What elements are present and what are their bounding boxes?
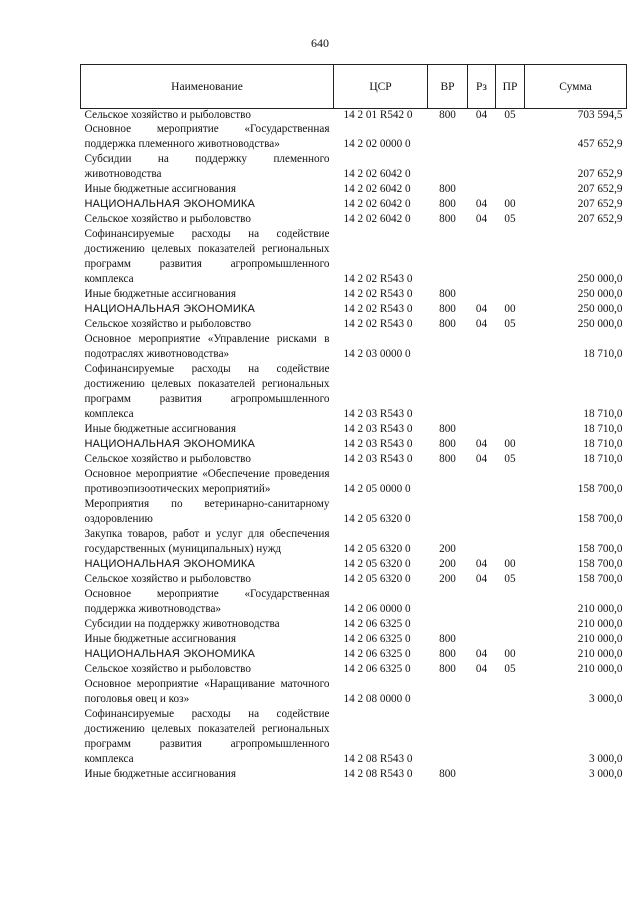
row-name: Сельское хозяйство и рыболовство [84, 318, 251, 330]
row-pr [496, 467, 525, 497]
row-rz [468, 467, 496, 497]
row-csr: 14 2 03 R543 0 [343, 423, 413, 435]
row-csr: 14 2 06 6325 0 [343, 648, 411, 660]
row-sum: 158 700,0 [577, 513, 623, 525]
row-pr [496, 362, 525, 422]
row-rz [468, 332, 496, 362]
table-row [81, 437, 627, 452]
row-sum: 18 710,0 [583, 423, 623, 435]
row-rz [468, 422, 496, 437]
row-name: НАЦИОНАЛЬНАЯ ЭКОНОМИКА [84, 303, 256, 315]
row-sum: 250 000,0 [577, 303, 623, 315]
table-row [81, 182, 627, 197]
row-vr [428, 332, 468, 362]
row-rz: 04 [475, 438, 488, 450]
table-row [81, 677, 627, 707]
table-row [81, 227, 627, 287]
row-name: Софинансируемые расходы на содействие достижению целевых показателей региональных программ развития агропромышленного комплекса [84, 708, 330, 765]
table-row [81, 362, 627, 422]
row-vr [428, 707, 468, 767]
table-row [81, 767, 627, 782]
row-pr [496, 677, 525, 707]
row-vr [428, 587, 468, 617]
row-rz: 04 [475, 318, 488, 330]
row-vr: 800 [439, 198, 456, 210]
row-vr [428, 227, 468, 287]
row-name: Субсидии на поддержку племенного животноводства [84, 153, 330, 180]
row-name: Основное мероприятие «Управление рисками в подотраслях животноводства» [84, 333, 330, 360]
row-rz [468, 287, 496, 302]
budget-table-container [80, 64, 626, 782]
row-name: Иные бюджетные ассигнования [84, 183, 236, 195]
budget-table [80, 64, 627, 782]
row-rz [468, 362, 496, 422]
header-pr: ПР [496, 65, 525, 109]
row-vr [428, 497, 468, 527]
row-pr [496, 227, 525, 287]
row-name: Сельское хозяйство и рыболовство [84, 573, 251, 585]
row-sum: 250 000,0 [577, 288, 623, 300]
table-row [81, 122, 627, 152]
table-row [81, 212, 627, 227]
row-rz [468, 767, 496, 782]
row-rz [468, 587, 496, 617]
row-name: Закупка товаров, работ и услуг для обеспечения государственных (муниципальных) нужд [84, 528, 330, 555]
row-sum: 210 000,0 [577, 648, 623, 660]
header-rz: Рз [468, 65, 496, 109]
table-body [81, 109, 627, 783]
row-rz: 04 [475, 573, 488, 585]
row-rz [468, 152, 496, 182]
table-row [81, 317, 627, 332]
table-row [81, 662, 627, 677]
row-vr: 800 [439, 438, 456, 450]
row-rz: 04 [475, 213, 488, 225]
row-csr: 14 2 08 R543 0 [343, 768, 413, 780]
table-row [81, 302, 627, 317]
row-name: Иные бюджетные ассигнования [84, 768, 236, 780]
row-name: Основное мероприятие «Обеспечение проведения противоэпизоотических мероприятий» [84, 468, 330, 495]
row-pr [496, 287, 525, 302]
row-name: Софинансируемые расходы на содействие достижению целевых показателей региональных программ развития агропромышленного комплекса [84, 228, 330, 285]
table-row [81, 497, 627, 527]
row-pr: 00 [504, 558, 516, 570]
row-sum: 18 710,0 [583, 408, 623, 420]
row-sum: 250 000,0 [577, 273, 623, 285]
row-vr [428, 467, 468, 497]
row-vr: 800 [439, 303, 456, 315]
row-pr [496, 587, 525, 617]
row-csr: 14 2 05 6320 0 [343, 543, 411, 555]
table-row [81, 707, 627, 767]
row-sum: 158 700,0 [577, 573, 623, 585]
row-sum: 18 710,0 [583, 348, 623, 360]
row-vr [428, 152, 468, 182]
row-sum: 207 652,9 [577, 168, 623, 180]
row-pr [496, 332, 525, 362]
row-sum: 457 652,9 [577, 138, 623, 150]
row-name: Мероприятия по ветеринарно-санитарному оздоровлению [84, 498, 330, 525]
row-rz [468, 122, 496, 152]
row-sum: 210 000,0 [577, 618, 623, 630]
row-csr: 14 2 03 0000 0 [343, 348, 411, 360]
row-pr [496, 152, 525, 182]
row-sum: 210 000,0 [577, 633, 623, 645]
row-sum: 158 700,0 [577, 483, 623, 495]
table-row [81, 617, 627, 632]
row-name: НАЦИОНАЛЬНАЯ ЭКОНОМИКА [84, 198, 256, 210]
row-name: НАЦИОНАЛЬНАЯ ЭКОНОМИКА [84, 648, 256, 660]
row-csr: 14 2 06 0000 0 [343, 603, 411, 615]
row-csr: 14 2 02 6042 0 [343, 183, 411, 195]
table-row [81, 467, 627, 497]
row-name: Сельское хозяйство и рыболовство [84, 663, 251, 675]
row-vr: 800 [439, 453, 456, 465]
row-vr: 800 [439, 768, 456, 780]
table-row [81, 632, 627, 647]
row-csr: 14 2 01 R542 0 [343, 109, 413, 121]
row-pr [496, 617, 525, 632]
table-row [81, 452, 627, 467]
row-csr: 14 2 02 6042 0 [343, 198, 411, 210]
row-vr: 200 [439, 558, 456, 570]
row-name: Иные бюджетные ассигнования [84, 423, 236, 435]
row-name: Сельское хозяйство и рыболовство [84, 109, 251, 121]
row-rz [468, 617, 496, 632]
row-csr: 14 2 06 6325 0 [343, 618, 411, 630]
table-row [81, 152, 627, 182]
row-csr: 14 2 02 R543 0 [343, 288, 413, 300]
row-rz: 04 [475, 663, 488, 675]
row-sum: 3 000,0 [588, 768, 623, 780]
row-rz [468, 182, 496, 197]
row-rz [468, 227, 496, 287]
row-pr [496, 527, 525, 557]
row-vr: 800 [439, 633, 456, 645]
row-pr [496, 767, 525, 782]
table-row [81, 587, 627, 617]
row-pr [496, 122, 525, 152]
row-name: Сельское хозяйство и рыболовство [84, 453, 251, 465]
row-rz: 04 [475, 558, 488, 570]
row-csr: 14 2 05 6320 0 [343, 513, 411, 525]
table-row [81, 422, 627, 437]
row-rz: 04 [475, 303, 488, 315]
row-name: Основное мероприятие «Государственная поддержка животноводства» [84, 588, 330, 615]
row-vr: 800 [439, 318, 456, 330]
row-name: НАЦИОНАЛЬНАЯ ЭКОНОМИКА [84, 438, 256, 450]
table-row [81, 197, 627, 212]
row-pr [496, 632, 525, 647]
row-name: Субсидии на поддержку животноводства [84, 618, 280, 630]
row-name: Софинансируемые расходы на содействие достижению целевых показателей региональных программ развития агропромышленного комплекса [84, 363, 330, 420]
row-vr: 800 [439, 288, 456, 300]
row-name: Основное мероприятие «Государственная поддержка племенного животноводства» [84, 123, 330, 150]
row-sum: 18 710,0 [583, 438, 623, 450]
row-rz: 04 [475, 198, 488, 210]
header-sum: Сумма [525, 65, 627, 109]
row-pr: 05 [504, 213, 516, 225]
row-csr: 14 2 08 0000 0 [343, 693, 411, 705]
row-vr: 200 [439, 573, 456, 585]
row-sum: 210 000,0 [577, 603, 623, 615]
row-name: Иные бюджетные ассигнования [84, 633, 236, 645]
row-pr: 05 [504, 573, 516, 585]
table-row [81, 109, 627, 123]
row-pr [496, 422, 525, 437]
table-row [81, 332, 627, 362]
row-sum: 3 000,0 [588, 693, 623, 705]
row-csr: 14 2 03 R543 0 [343, 438, 413, 450]
row-pr [496, 182, 525, 197]
row-csr: 14 2 05 6320 0 [343, 558, 411, 570]
row-csr: 14 2 05 0000 0 [343, 483, 411, 495]
row-rz: 04 [475, 109, 488, 121]
row-name: Иные бюджетные ассигнования [84, 288, 236, 300]
row-rz: 04 [475, 453, 488, 465]
row-rz [468, 677, 496, 707]
row-sum: 250 000,0 [577, 318, 623, 330]
row-sum: 158 700,0 [577, 543, 623, 555]
row-pr [496, 497, 525, 527]
row-csr: 14 2 02 6042 0 [343, 213, 411, 225]
row-vr: 800 [439, 109, 456, 121]
row-vr [428, 122, 468, 152]
row-csr: 14 2 08 R543 0 [343, 753, 413, 765]
table-row [81, 572, 627, 587]
row-pr: 05 [504, 318, 516, 330]
row-sum: 207 652,9 [577, 213, 623, 225]
row-vr: 800 [439, 423, 456, 435]
row-vr [428, 617, 468, 632]
row-csr: 14 2 02 R543 0 [343, 273, 413, 285]
header-csr: ЦСР [334, 65, 428, 109]
row-csr: 14 2 06 6325 0 [343, 663, 411, 675]
row-sum: 703 594,5 [577, 109, 623, 121]
page-number: 640 [311, 36, 329, 50]
row-rz [468, 527, 496, 557]
row-name: Основное мероприятие «Наращивание маточного поголовья овец и коз» [84, 678, 330, 705]
table-header [81, 65, 627, 109]
row-pr: 00 [504, 198, 516, 210]
row-rz: 04 [475, 648, 488, 660]
header-vr: ВР [428, 65, 468, 109]
row-rz [468, 497, 496, 527]
row-pr: 05 [504, 109, 516, 121]
row-csr: 14 2 02 6042 0 [343, 168, 411, 180]
row-csr: 14 2 06 6325 0 [343, 633, 411, 645]
table-row [81, 557, 627, 572]
row-csr: 14 2 02 R543 0 [343, 303, 413, 315]
row-vr: 800 [439, 213, 456, 225]
row-vr [428, 677, 468, 707]
table-row [81, 647, 627, 662]
row-name: НАЦИОНАЛЬНАЯ ЭКОНОМИКА [84, 558, 256, 570]
row-vr: 800 [439, 663, 456, 675]
row-csr: 14 2 05 6320 0 [343, 573, 411, 585]
row-pr: 00 [504, 648, 516, 660]
row-sum: 207 652,9 [577, 183, 623, 195]
header-name: Наименование [81, 65, 334, 109]
row-sum: 210 000,0 [577, 663, 623, 675]
row-csr: 14 2 02 0000 0 [343, 138, 411, 150]
row-vr: 200 [439, 543, 456, 555]
row-rz [468, 632, 496, 647]
row-pr: 05 [504, 453, 516, 465]
row-pr: 00 [504, 303, 516, 315]
row-sum: 158 700,0 [577, 558, 623, 570]
row-name: Сельское хозяйство и рыболовство [84, 213, 251, 225]
row-csr: 14 2 02 R543 0 [343, 318, 413, 330]
row-sum: 18 710,0 [583, 453, 623, 465]
table-row [81, 527, 627, 557]
row-sum: 207 652,9 [577, 198, 623, 210]
row-vr [428, 362, 468, 422]
row-rz [468, 707, 496, 767]
row-pr: 05 [504, 663, 516, 675]
row-sum: 3 000,0 [588, 753, 623, 765]
table-row [81, 287, 627, 302]
row-vr: 800 [439, 648, 456, 660]
row-pr: 00 [504, 438, 516, 450]
row-pr [496, 707, 525, 767]
row-csr: 14 2 03 R543 0 [343, 453, 413, 465]
row-csr: 14 2 03 R543 0 [343, 408, 413, 420]
row-vr: 800 [439, 183, 456, 195]
